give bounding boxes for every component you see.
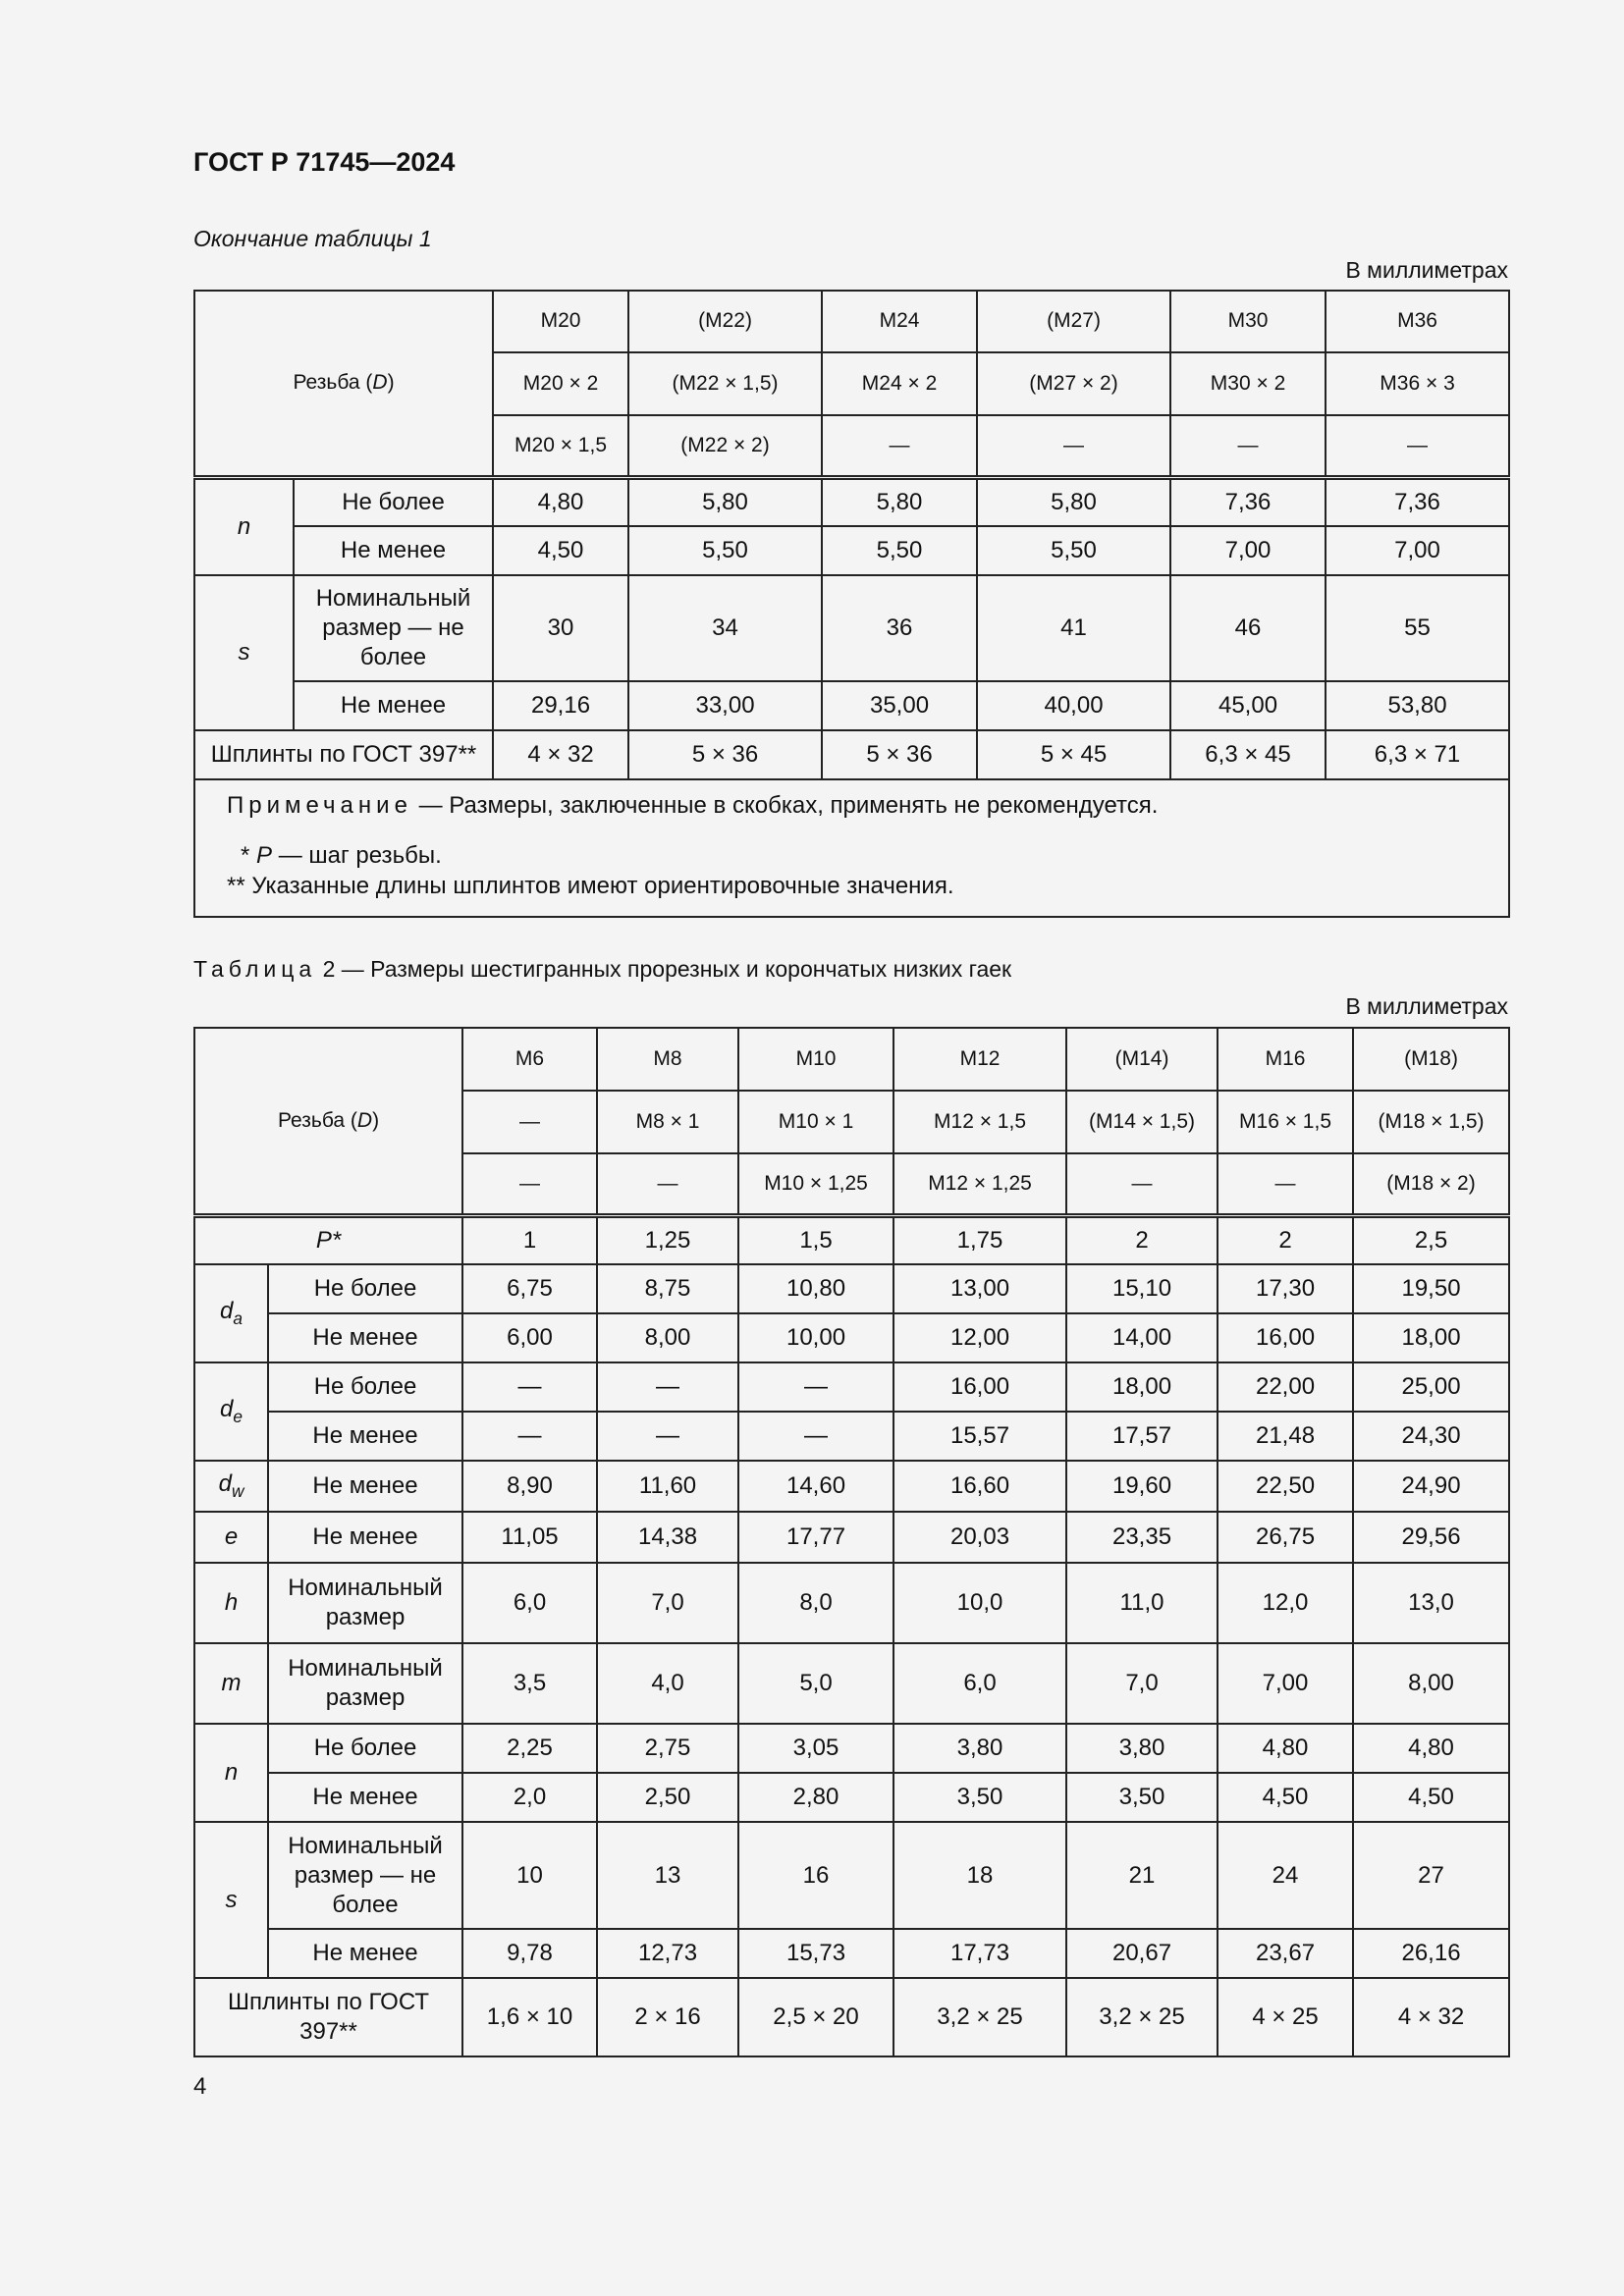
table2-cell: 23,35: [1066, 1512, 1218, 1563]
table2-row-label: Не более: [268, 1264, 462, 1313]
table2-cell: 6,75: [462, 1264, 597, 1313]
table2-cell: 17,73: [893, 1929, 1066, 1978]
table2-cell: 4,50: [1353, 1773, 1509, 1822]
table1-cell: 33,00: [628, 681, 822, 730]
table2-row-label: Не менее: [268, 1929, 462, 1978]
table1-cell: 7,36: [1170, 477, 1326, 526]
standard-code: ГОСТ Р 71745—2024: [193, 147, 456, 177]
table2-cell: 2: [1066, 1215, 1218, 1264]
table1-notes-row: [194, 779, 1509, 917]
table2-cell: (М18): [1353, 1028, 1509, 1091]
table2-thread-row: [194, 1028, 1509, 1091]
table1-cell: М30: [1170, 291, 1326, 352]
table2-cell: 8,75: [597, 1264, 738, 1313]
table2-cell: 13,00: [893, 1264, 1066, 1313]
table1-cell: М30 × 2: [1170, 352, 1326, 415]
table1-row-s-min: [194, 681, 1509, 730]
table1-cell: 45,00: [1170, 681, 1326, 730]
table1-row-label: Не более: [294, 477, 493, 526]
table2-cell: 7,0: [1066, 1643, 1218, 1724]
table2-cell: 13,0: [1353, 1563, 1509, 1643]
table2-cell: 10: [462, 1822, 597, 1929]
table2-cell: М10 × 1,25: [738, 1153, 893, 1215]
table1-cell: М24: [822, 291, 977, 352]
table2-cell: 17,77: [738, 1512, 893, 1563]
table2-cell: 10,00: [738, 1313, 893, 1362]
table1-cell: (М27): [977, 291, 1170, 352]
table1-row-label: Не менее: [294, 681, 493, 730]
table2-cell: 8,90: [462, 1461, 597, 1512]
table1-symbol: n: [194, 477, 294, 575]
table2-row-da-min: [194, 1313, 1509, 1362]
table1-cell: 30: [493, 575, 628, 681]
table1-cell: 4,50: [493, 526, 628, 575]
table1-cell: 6,3 × 71: [1326, 730, 1509, 779]
table2-cell: 2 × 16: [597, 1978, 738, 2056]
table2-cell: 18,00: [1066, 1362, 1218, 1412]
table2-cell: (М18 × 2): [1353, 1153, 1509, 1215]
table2-cell: 24,30: [1353, 1412, 1509, 1461]
table2-row-da-max: [194, 1264, 1509, 1313]
table1-cell: 46: [1170, 575, 1326, 681]
table2-cell: М12 × 1,5: [893, 1091, 1066, 1153]
table1-cell: 5,50: [977, 526, 1170, 575]
table2-cell: —: [462, 1362, 597, 1412]
table1-cell: 55: [1326, 575, 1509, 681]
table2-cell: 2,25: [462, 1724, 597, 1773]
table2-cell: 4 × 32: [1353, 1978, 1509, 2056]
table2-cell: 8,00: [597, 1313, 738, 1362]
table1-row-s-nom: [194, 575, 1509, 681]
table2-row-m: [194, 1643, 1509, 1724]
table2-cell: —: [738, 1362, 893, 1412]
table2-cell: 21,48: [1218, 1412, 1353, 1461]
table2-symbol: $d_a$: [194, 1264, 268, 1362]
table2-symbol: $d_e$: [194, 1362, 268, 1461]
table2-cell: 3,5: [462, 1643, 597, 1724]
table1-row-label: Шплинты по ГОСТ 397**: [194, 730, 493, 779]
table1-cell: 4,80: [493, 477, 628, 526]
table2-row-de-max: [194, 1362, 1509, 1412]
table1-cell: (М22 × 2): [628, 415, 822, 477]
table2-row-label: Номинальный размер — не более: [268, 1822, 462, 1929]
table1-cell: М36: [1326, 291, 1509, 352]
table2-cell: 4,0: [597, 1643, 738, 1724]
table2-cell: —: [597, 1153, 738, 1215]
table2-cell: М6: [462, 1028, 597, 1091]
table2-cell: 12,00: [893, 1313, 1066, 1362]
table2-cell: 16,00: [1218, 1313, 1353, 1362]
table2-row-label: Не менее: [268, 1512, 462, 1563]
table2-cell: М12: [893, 1028, 1066, 1091]
table1-cell: 5 × 45: [977, 730, 1170, 779]
table2-cell: М8 × 1: [597, 1091, 738, 1153]
table2-cell: —: [1066, 1153, 1218, 1215]
table2-cell: 8,00: [1353, 1643, 1509, 1724]
table1-units: В миллиметрах: [1345, 257, 1508, 283]
table1-cell: 5,80: [628, 477, 822, 526]
table1-thread-row: [194, 291, 1509, 352]
table2-cell: 7,00: [1218, 1643, 1353, 1724]
table2-cell: 19,50: [1353, 1264, 1509, 1313]
table2-row-dw: [194, 1461, 1509, 1512]
table2-cell: 15,73: [738, 1929, 893, 1978]
table2-row-label: Не более: [268, 1362, 462, 1412]
table1-row-n-min: [194, 526, 1509, 575]
table2-cell: —: [597, 1362, 738, 1412]
table2-cell: 17,30: [1218, 1264, 1353, 1313]
table1-cell: 35,00: [822, 681, 977, 730]
table2-cell: 2,5 × 20: [738, 1978, 893, 2056]
table2-symbol: m: [194, 1643, 268, 1724]
table2-cell: 3,80: [1066, 1724, 1218, 1773]
table2-thread-label: Резьба (D): [194, 1028, 462, 1215]
table1-cell: М20 × 1,5: [493, 415, 628, 477]
table2-cell: 19,60: [1066, 1461, 1218, 1512]
table2-cell: М16 × 1,5: [1218, 1091, 1353, 1153]
table2-cell: 5,0: [738, 1643, 893, 1724]
table2-row-h: [194, 1563, 1509, 1643]
table1-thread-label: Резьба (D): [194, 291, 493, 477]
table2-symbol: h: [194, 1563, 268, 1643]
table1-symbol: s: [194, 575, 294, 730]
table2-cell: 10,80: [738, 1264, 893, 1313]
table2-cell: —: [597, 1412, 738, 1461]
table2-symbol: P*: [194, 1215, 462, 1264]
table2-cell: (М14): [1066, 1028, 1218, 1091]
table2-cell: 18,00: [1353, 1313, 1509, 1362]
table2-cell: 1,5: [738, 1215, 893, 1264]
table2-cell: 2: [1218, 1215, 1353, 1264]
table2-row-label: Не менее: [268, 1412, 462, 1461]
table2-cell: М8: [597, 1028, 738, 1091]
table1-notes: [194, 779, 1509, 917]
table1-footnote-2: ** Указанные длины шплинтов имеют ориентировочные значения.: [227, 873, 954, 899]
table1-cell: 6,3 × 45: [1170, 730, 1326, 779]
table1-footnote-1: * P — шаг резьбы.: [241, 842, 442, 869]
table1-cell: (М22): [628, 291, 822, 352]
table2-cell: 25,00: [1353, 1362, 1509, 1412]
table2-cell: 15,10: [1066, 1264, 1218, 1313]
table2-row-de-min: [194, 1412, 1509, 1461]
table1-cell: 4 × 32: [493, 730, 628, 779]
table2-cell: 20,03: [893, 1512, 1066, 1563]
table2-cell: М12 × 1,25: [893, 1153, 1066, 1215]
table1-note: Примечание — Размеры, заключенные в скобках, применять не рекомендуется.: [227, 792, 1159, 819]
table2-cell: 1,6 × 10: [462, 1978, 597, 2056]
table2-cell: 16: [738, 1822, 893, 1929]
table2-cell: 4,80: [1218, 1724, 1353, 1773]
table2-cell: 2,50: [597, 1773, 738, 1822]
table2-row-n-max: [194, 1724, 1509, 1773]
table2-cell: 21: [1066, 1822, 1218, 1929]
table2-cell: 4,50: [1218, 1773, 1353, 1822]
table1-cell: 5,50: [822, 526, 977, 575]
table2-cell: 22,00: [1218, 1362, 1353, 1412]
table2-cell: 3,50: [1066, 1773, 1218, 1822]
table2-cell: (М18 × 1,5): [1353, 1091, 1509, 1153]
table2-cell: 1: [462, 1215, 597, 1264]
table2-cell: М10: [738, 1028, 893, 1091]
table2-cell: 2,75: [597, 1724, 738, 1773]
table1-cell: —: [1170, 415, 1326, 477]
table2-cell: 13: [597, 1822, 738, 1929]
table2-row-pins: [194, 1978, 1509, 2056]
table1-cell: —: [822, 415, 977, 477]
table2-cell: М16: [1218, 1028, 1353, 1091]
table2-cell: 22,50: [1218, 1461, 1353, 1512]
table2-row-label: Номинальный размер: [268, 1563, 462, 1643]
table2-cell: 12,73: [597, 1929, 738, 1978]
table2-cell: 1,25: [597, 1215, 738, 1264]
table2-cell: 7,0: [597, 1563, 738, 1643]
table2-cell: 23,67: [1218, 1929, 1353, 1978]
table2-cell: 6,0: [893, 1643, 1066, 1724]
table2-cell: 17,57: [1066, 1412, 1218, 1461]
table1-cell: 5 × 36: [628, 730, 822, 779]
table2-row-e: [194, 1512, 1509, 1563]
table1-cell: 40,00: [977, 681, 1170, 730]
table2-cell: 27: [1353, 1822, 1509, 1929]
table2-cell: 3,05: [738, 1724, 893, 1773]
table2-row-s-nom: [194, 1822, 1509, 1929]
table2-cell: 18: [893, 1822, 1066, 1929]
table2-row-label: Шплинты по ГОСТ 397**: [194, 1978, 462, 2056]
table2-row-p: [194, 1215, 1509, 1264]
table2-row-n-min: [194, 1773, 1509, 1822]
table1-cell: 5 × 36: [822, 730, 977, 779]
table2-cell: 2,5: [1353, 1215, 1509, 1264]
table1-cell: 29,16: [493, 681, 628, 730]
table2-cell: 3,50: [893, 1773, 1066, 1822]
table1-row-pins: [194, 730, 1509, 779]
table2-symbol: $d_w$: [194, 1461, 268, 1512]
table2-cell: 24: [1218, 1822, 1353, 1929]
table2-cell: 2,0: [462, 1773, 597, 1822]
table2-cell: 15,57: [893, 1412, 1066, 1461]
table1-row-label: Номинальный размер — не более: [294, 575, 493, 681]
table2-cell: 11,0: [1066, 1563, 1218, 1643]
table2-cell: 26,75: [1218, 1512, 1353, 1563]
table2-cell: М10 × 1: [738, 1091, 893, 1153]
table2-row-label: Не менее: [268, 1773, 462, 1822]
table2-cell: 3,2 × 25: [1066, 1978, 1218, 2056]
table1-cell: 5,80: [977, 477, 1170, 526]
table1-cell: 7,00: [1326, 526, 1509, 575]
table1-cell: 41: [977, 575, 1170, 681]
table2-cell: 8,0: [738, 1563, 893, 1643]
table1-cell: 34: [628, 575, 822, 681]
table2-cell: 12,0: [1218, 1563, 1353, 1643]
table2-cell: 1,75: [893, 1215, 1066, 1264]
table2-cell: 29,56: [1353, 1512, 1509, 1563]
table2-cell: 14,60: [738, 1461, 893, 1512]
table1-cell: 5,50: [628, 526, 822, 575]
table2-cell: 26,16: [1353, 1929, 1509, 1978]
table2-row-label: Не менее: [268, 1313, 462, 1362]
table2-cell: 10,0: [893, 1563, 1066, 1643]
table2-row-label: Не более: [268, 1724, 462, 1773]
table2-cell: 11,05: [462, 1512, 597, 1563]
table2-cell: 11,60: [597, 1461, 738, 1512]
table1-cell: М24 × 2: [822, 352, 977, 415]
table2-cell: 16,60: [893, 1461, 1066, 1512]
table2-symbol: s: [194, 1822, 268, 1978]
table2-cell: 3,80: [893, 1724, 1066, 1773]
table2-cell: 16,00: [893, 1362, 1066, 1412]
table1-cell: —: [977, 415, 1170, 477]
table1-caption: Окончание таблицы 1: [193, 226, 432, 251]
table1-cell: 7,00: [1170, 526, 1326, 575]
table2-cell: —: [738, 1412, 893, 1461]
table2-cell: (М14 × 1,5): [1066, 1091, 1218, 1153]
table1-cell: (М22 × 1,5): [628, 352, 822, 415]
table2-row-label: Не менее: [268, 1461, 462, 1512]
table1-cell: М20: [493, 291, 628, 352]
table1: [193, 290, 1510, 918]
table2-cell: 6,0: [462, 1563, 597, 1643]
table2-cell: —: [462, 1412, 597, 1461]
page-number: 4: [193, 2073, 207, 2100]
table2-cell: 20,67: [1066, 1929, 1218, 1978]
table2-cell: 24,90: [1353, 1461, 1509, 1512]
table2-cell: 9,78: [462, 1929, 597, 1978]
table2-cell: 14,00: [1066, 1313, 1218, 1362]
table2-caption: Таблица 2 — Размеры шестигранных прорезных и корончатых низких гаек: [193, 956, 1012, 982]
table2-cell: 4,80: [1353, 1724, 1509, 1773]
table1-cell: 36: [822, 575, 977, 681]
table2-row-s-min: [194, 1929, 1509, 1978]
table2-cell: 2,80: [738, 1773, 893, 1822]
table2-units: В миллиметрах: [1345, 993, 1508, 1019]
table2-cell: 6,00: [462, 1313, 597, 1362]
table2: [193, 1027, 1510, 2057]
table1-cell: 7,36: [1326, 477, 1509, 526]
table2-symbol: e: [194, 1512, 268, 1563]
table2-cell: —: [1218, 1153, 1353, 1215]
table2-row-label: Номинальный размер: [268, 1643, 462, 1724]
table2-symbol: n: [194, 1724, 268, 1822]
table1-row-n-max: [194, 477, 1509, 526]
table1-cell: М36 × 3: [1326, 352, 1509, 415]
table1-row-label: Не менее: [294, 526, 493, 575]
table1-cell: —: [1326, 415, 1509, 477]
table1-cell: (М27 × 2): [977, 352, 1170, 415]
table2-cell: 3,2 × 25: [893, 1978, 1066, 2056]
table2-cell: 4 × 25: [1218, 1978, 1353, 2056]
table1-cell: М20 × 2: [493, 352, 628, 415]
table1-cell: 53,80: [1326, 681, 1509, 730]
table2-cell: —: [462, 1091, 597, 1153]
table2-cell: 14,38: [597, 1512, 738, 1563]
table2-cell: —: [462, 1153, 597, 1215]
table1-cell: 5,80: [822, 477, 977, 526]
